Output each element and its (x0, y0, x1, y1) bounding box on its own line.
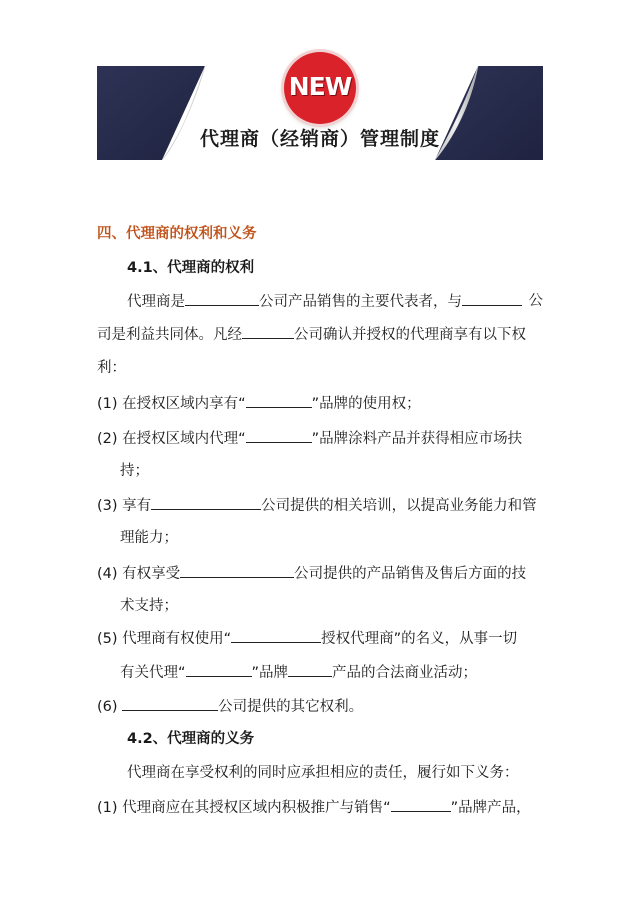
fill-blank (186, 662, 252, 677)
fill-blank (180, 563, 294, 578)
new-badge-text: NEW (288, 72, 352, 101)
fill-blank (246, 393, 312, 408)
text-segment: 公司提供的产品销售及售后方面的技 (294, 566, 527, 582)
section-heading: 四、代理商的权利和义务 (97, 226, 257, 242)
text-segment: 有关代理“ (120, 665, 186, 681)
item-number: (4) (97, 566, 118, 582)
new-badge (284, 52, 356, 124)
rights-item-4-cont: 术支持； (120, 598, 178, 614)
text-segment: ”品牌产品， (450, 800, 531, 816)
fill-blank (151, 495, 261, 510)
obligations-item-1 (97, 797, 531, 818)
text-segment: 公 (528, 293, 543, 309)
item-number: (2) (97, 431, 118, 447)
text-segment: 代理商是 (127, 294, 185, 310)
fill-blank (391, 797, 451, 812)
text-segment: ”品牌的使用权； (311, 396, 421, 412)
item-number: (1) (97, 396, 118, 412)
text-segment: 在授权区域内代理“ (122, 431, 246, 447)
text-segment: 享有 (122, 498, 152, 514)
fill-blank (242, 324, 294, 339)
text-segment: ”品牌涂料产品并获得相应市场扶 (311, 431, 523, 447)
rights-heading: 4.1、代理商的权利 (127, 260, 255, 276)
rights-intro-line-3: 利： (97, 360, 126, 376)
item-number: (1) (97, 800, 118, 816)
rights-item-1 (97, 393, 421, 414)
rights-intro-line-2 (97, 324, 543, 345)
text-segment: 公司提供的相关培训，以提高业务能力和管 (261, 498, 537, 514)
fill-blank (185, 291, 259, 306)
text-segment: 有权享受 (122, 566, 181, 582)
item-number: (6) (97, 699, 118, 715)
text-segment: 公司产品销售的主要代表者，与 (259, 294, 462, 310)
text-segment: ”品牌 (251, 665, 289, 681)
left-navy-panel (97, 66, 205, 160)
fill-blank (231, 628, 321, 643)
rights-item-4 (97, 563, 526, 584)
text-segment: 司是利益共同体。凡经 (97, 327, 242, 343)
rights-item-2 (97, 428, 522, 449)
item-number: (5) (97, 631, 118, 647)
rights-item-3 (97, 495, 537, 516)
obligations-intro: 代理商在享受权利的同时应承担相应的责任，履行如下义务： (127, 765, 519, 781)
text-segment: 代理商有权使用“ (122, 631, 232, 647)
rights-item-5 (97, 628, 517, 649)
text-segment: 授权代理商”的名义，从事一切 (321, 631, 518, 647)
item-number: (3) (97, 498, 118, 514)
text-segment: 公司提供的其它权利。 (218, 699, 364, 715)
fill-blank (122, 696, 218, 711)
rights-intro-line-1 (127, 291, 543, 312)
fill-blank (288, 662, 332, 677)
rights-item-2-cont: 持； (120, 463, 149, 479)
fill-blank (246, 428, 312, 443)
fill-blank (462, 291, 522, 306)
rights-item-3-cont: 理能力； (120, 530, 178, 546)
text-segment: 公司确认并授权的代理商享有以下权 (294, 327, 526, 343)
rights-item-5-cont (120, 662, 477, 683)
right-navy-panel (435, 66, 543, 160)
document-title: 代理商（经销商）管理制度 (199, 128, 440, 150)
text-segment: 产品的合法商业活动； (332, 665, 478, 681)
text-segment: 代理商应在其授权区域内积极推广与销售“ (122, 800, 391, 816)
header-banner (0, 0, 640, 180)
rights-item-6 (97, 696, 363, 717)
obligations-heading: 4.2、代理商的义务 (127, 731, 255, 747)
text-segment: 在授权区域内享有“ (122, 396, 246, 412)
